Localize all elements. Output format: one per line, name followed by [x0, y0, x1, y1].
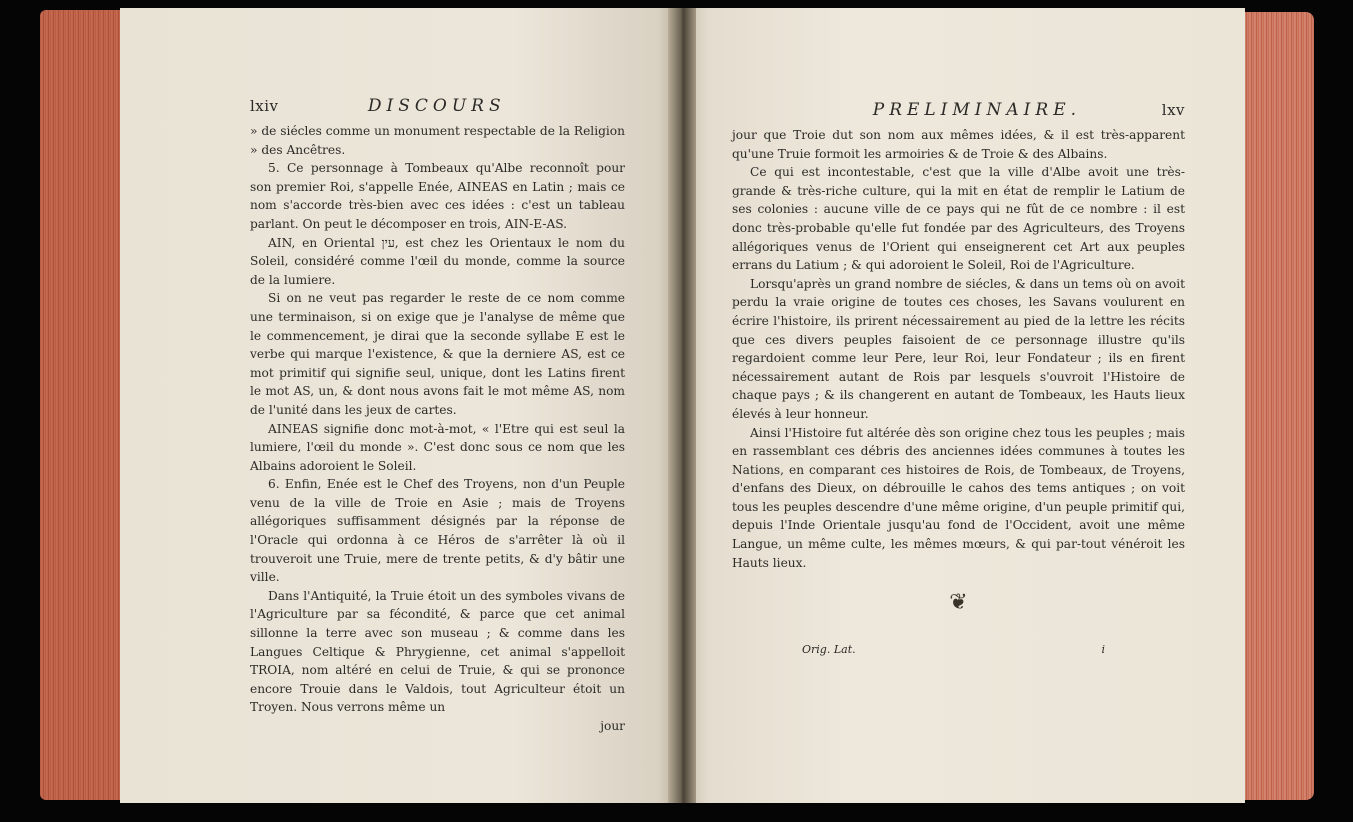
right-page-number: lxv — [1161, 101, 1185, 119]
right-paragraph: Lorsqu'après un grand nombre de siécles, & dans un tems où on avoit perdu la vraie origine de toutes ces choses, les Savans voulurent en écrire l'histoire, ils prirent nécessairement au pied de la lettre les récits que ces divers peuples faisoient de ce personnage illustre qu'ils regardoient comme leur Pere, leur Roi, leur Fondateur ; ils en firent nécessairement autant de Rois par lesquels s'ouvroit l'Histoire de chaque pays ; & ils changerent en autant de Tombeaux, les Hauts lieux élevés à leur honneur. — [732, 276, 1185, 421]
right-paragraph: jour que Troie dut son nom aux mêmes idées, & il est très-apparent qu'une Truie formoit les armoiries & de Troie & des Albains. — [732, 128, 1185, 161]
left-paragraph: AIN, en Oriental עין, est chez les Orientaux le nom du Soleil, considéré comme l'œil du monde, comme la source de la lumiere. — [250, 235, 625, 287]
fleuron-ornament-icon: ❦ — [949, 590, 968, 616]
right-body-text — [732, 126, 1185, 572]
left-paragraph: Dans l'Antiquité, la Truie étoit un des symboles vivans de l'Agriculture par sa fécondité, & parce que cet animal sillonne la terre avec son museau ; & comme dans les Langues Celtique & Phrygienne, cet animal s'appelloit TROIA, nom altéré en celui de Truie, & qui se prononce encore Trouie dans le Valdois, tout Agriculteur étoit un Troyen. Nous verrons même un — [250, 588, 625, 715]
left-paragraph: 5. Ce personnage à Tombeaux qu'Albe reconnoît pour son premier Roi, s'appelle Enée, AINEAS en Latin ; mais ce nom s'accorde très-bien avec ces idées : c'est un tableau parlant. On peut le décomposer en trois, AIN-E-AS. — [250, 161, 625, 231]
book-gutter — [668, 8, 696, 803]
left-body-text — [250, 122, 625, 736]
right-paragraph: Ainsi l'Histoire fut altérée dès son origine chez tous les peuples ; mais en rassemblant ces débris des anciennes idées communes à toutes les Nations, en comparant ces histoires de Rois, de Tombeaux, de Troyens, d'enfans des Dieux, on débrouille le cahos des tems antiques ; on voit tous les peuples descendre d'une même origine, d'un peuple primitif qui, depuis l'Inde Orientale jusqu'au fond de l'Occident, avoit une même Langue, un même culte, les mêmes mœurs, & qui par-tout vénéroit les Hauts lieux. — [732, 425, 1185, 570]
left-running-title: DISCOURS — [367, 96, 506, 116]
right-page-edges — [1238, 12, 1314, 800]
left-paragraph: » de siécles comme un monument respectable de la Religion » des Ancêtres. — [250, 124, 625, 157]
right-page-footer — [732, 643, 1185, 656]
left-running-head — [250, 96, 625, 116]
left-page-number: lxiv — [250, 97, 279, 115]
signature-letter: i — [1101, 643, 1105, 657]
right-page — [680, 8, 1245, 803]
left-page-edges — [40, 10, 130, 800]
left-page — [120, 8, 680, 803]
left-paragraph: AINEAS signifie donc mot-à-mot, « l'Etre qui est seul la lumiere, l'œil du monde ». C'est donc sous ce nom que les Albains adoroient le Soleil. — [250, 421, 625, 473]
left-catchword: jour — [600, 719, 625, 733]
signature-mark: Orig. Lat. — [802, 643, 856, 657]
left-paragraph: Si on ne veut pas regarder le reste de ce nom comme une terminaison, si on exige que je l'analyse de même que le commencement, je dirai que la seconde syllabe E est le verbe qui marque l'existence, & que la derniere AS, est ce mot primitif qui signifie seul, unique, dont les Latins firent le mot AS, un, & dont nous avons fait le mot même AS, nom de l'unité dans les jeux de cartes. — [250, 291, 625, 417]
left-paragraph: 6. Enfin, Enée est le Chef des Troyens, non d'un Peuple venu de la ville de Troie en Asie ; mais de Troyens allégoriques suffisamment désignés par la réponse de l'Oracle qui ordonna à ce Héros de s'arrêter là où il trouveroit une Truie, mere de trente petits, & d'y bâtir une ville. — [250, 477, 625, 585]
right-running-title: PRELIMINAIRE. — [872, 100, 1082, 120]
right-paragraph: Ce qui est incontestable, c'est que la ville d'Albe avoit une très-grande & très-riche culture, qui la mit en état de remplir le Latium de ses colonies : aucune ville de ce pays qui ne fût de ce nombre : il est donc très-probable qu'elle fut fondée par des Agriculteurs, des Troyens allégoriques venus de l'Orient qui enseignerent cet Art aux peuples errans du Latium ; & qui adoroient le Soleil, Roi de l'Agriculture. — [732, 165, 1185, 273]
right-running-head — [732, 100, 1185, 120]
